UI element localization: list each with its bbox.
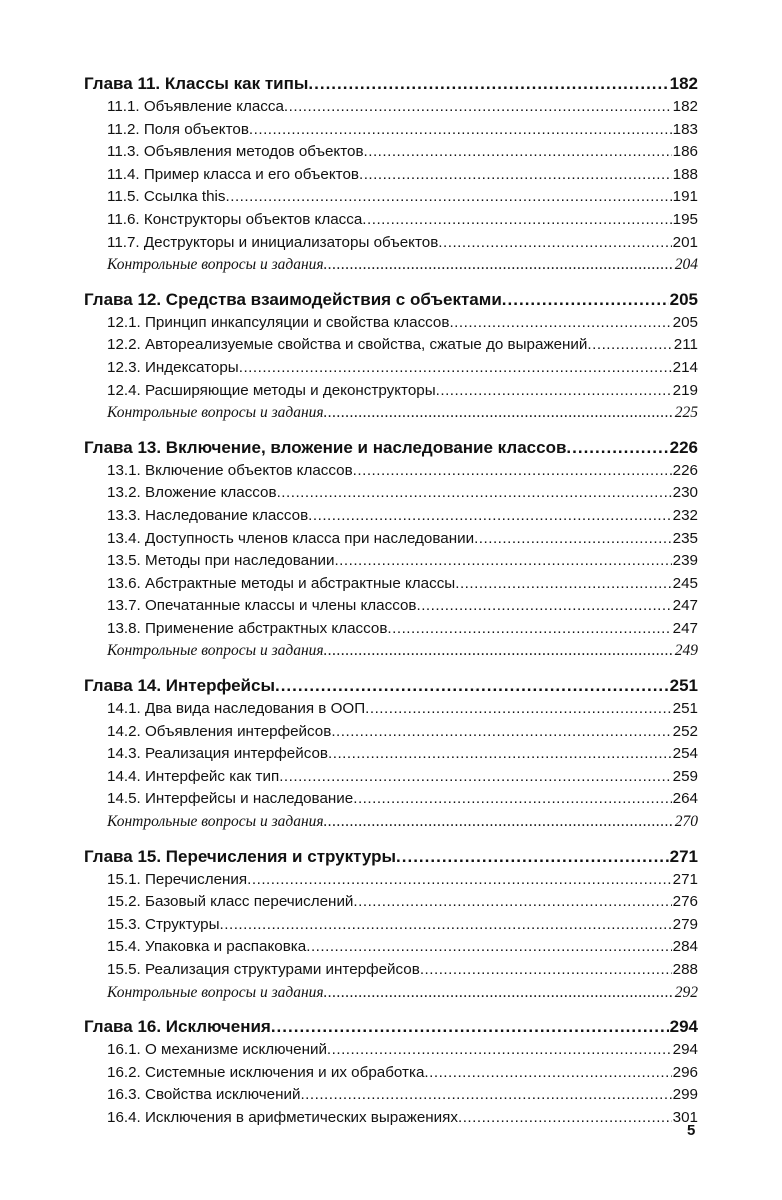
section-entry-title: 16.2. Системные исключения и их обработка bbox=[107, 1063, 425, 1081]
questions-entry-page: 292 bbox=[674, 983, 698, 1001]
section-entry-title: 13.6. Абстрактные методы и абстрактные классы bbox=[107, 574, 456, 592]
dot-leader bbox=[353, 788, 671, 811]
section-entry[interactable] bbox=[84, 1107, 698, 1130]
section-entry-page: 230 bbox=[672, 484, 698, 502]
section-entry-page: 279 bbox=[672, 915, 698, 933]
section-entry-page: 296 bbox=[672, 1063, 698, 1081]
section-entry[interactable] bbox=[84, 119, 698, 142]
section-entry-title: 13.4. Доступность членов класса при наследовании bbox=[107, 529, 475, 547]
section-entry-page: 245 bbox=[672, 574, 698, 592]
section-entry-page: 191 bbox=[672, 188, 698, 206]
questions-entry[interactable] bbox=[84, 402, 698, 425]
section-entry[interactable] bbox=[84, 743, 698, 766]
chapter-entry-title: Глава 15. Перечисления и структуры bbox=[84, 846, 397, 866]
section-entry-page: 188 bbox=[672, 165, 698, 183]
section-entry[interactable] bbox=[84, 232, 698, 255]
section-entry-page: 183 bbox=[672, 120, 698, 138]
dot-leader bbox=[308, 505, 671, 528]
dot-leader bbox=[220, 914, 672, 937]
section-entry-title: 14.5. Интерфейсы и наследование bbox=[107, 790, 354, 808]
dot-leader bbox=[587, 334, 672, 357]
chapter-entry-page: 271 bbox=[669, 846, 698, 866]
dot-leader bbox=[502, 287, 669, 312]
dot-leader bbox=[387, 618, 671, 641]
dot-leader bbox=[331, 721, 671, 744]
section-entry[interactable] bbox=[84, 334, 698, 357]
section-entry[interactable] bbox=[84, 505, 698, 528]
section-entry[interactable] bbox=[84, 528, 698, 551]
section-entry-page: 211 bbox=[673, 336, 698, 354]
chapter-entry-page: 294 bbox=[669, 1017, 698, 1037]
chapter-entry-title: Глава 12. Средства взаимодействия с объектами bbox=[84, 289, 502, 309]
section-entry-page: 288 bbox=[672, 961, 698, 978]
dot-leader bbox=[239, 357, 672, 380]
chapter-entry-title: Глава 16. Исключения bbox=[84, 1017, 271, 1037]
dot-leader bbox=[226, 186, 672, 209]
section-entry-title: 11.1. Объявление класса bbox=[107, 98, 284, 115]
dot-leader bbox=[359, 164, 672, 187]
questions-entry-title: Контрольные вопросы и задания bbox=[107, 813, 324, 831]
chapter-entry-title: Глава 13. Включение, вложение и наследование классов bbox=[84, 437, 567, 457]
section-entry-page: 214 bbox=[672, 358, 698, 376]
chapter-entry[interactable] bbox=[84, 673, 698, 698]
dot-leader bbox=[474, 528, 672, 551]
section-entry-page: 294 bbox=[672, 1041, 698, 1059]
questions-entry-title: Контрольные вопросы и задания bbox=[107, 404, 324, 422]
section-entry-page: 271 bbox=[672, 870, 698, 888]
dot-leader bbox=[279, 766, 671, 789]
dot-leader bbox=[324, 254, 674, 277]
chapter-entry[interactable] bbox=[84, 844, 698, 869]
section-entry[interactable] bbox=[84, 312, 698, 335]
questions-entry-title: Контрольные вопросы и задания bbox=[107, 256, 324, 274]
dot-leader bbox=[277, 482, 672, 505]
questions-entry-title: Контрольные вопросы и задания bbox=[107, 642, 324, 660]
chapter-block bbox=[84, 844, 698, 1005]
dot-leader bbox=[306, 936, 671, 959]
dot-leader bbox=[438, 232, 671, 255]
section-entry-page: 247 bbox=[672, 619, 698, 637]
section-entry-page: 182 bbox=[672, 98, 698, 115]
section-entry-title: 13.3. Наследование классов bbox=[107, 506, 309, 524]
chapter-block bbox=[84, 435, 698, 663]
section-entry-page: 299 bbox=[672, 1086, 698, 1104]
dot-leader bbox=[353, 460, 672, 483]
section-entry[interactable] bbox=[84, 380, 698, 403]
section-entry-title: 13.1. Включение объектов классов bbox=[107, 461, 353, 479]
questions-entry[interactable] bbox=[84, 640, 698, 663]
section-entry[interactable] bbox=[84, 698, 698, 721]
dot-leader bbox=[284, 96, 672, 119]
section-entry-title: 13.5. Методы при наследовании bbox=[107, 552, 335, 570]
section-entry[interactable] bbox=[84, 96, 698, 119]
chapter-entry-page: 251 bbox=[669, 676, 698, 696]
dot-leader bbox=[334, 550, 671, 573]
dot-leader bbox=[424, 1062, 671, 1085]
section-entry[interactable] bbox=[84, 141, 698, 164]
dot-leader bbox=[353, 891, 671, 914]
section-entry[interactable] bbox=[84, 550, 698, 573]
section-entry-title: 15.3. Структуры bbox=[107, 915, 220, 933]
section-entry-title: 12.2. Автореализуемые свойства и свойства, сжатые до выражений bbox=[107, 336, 588, 354]
section-entry[interactable] bbox=[84, 357, 698, 380]
chapter-entry-page: 182 bbox=[669, 74, 698, 93]
section-entry[interactable] bbox=[84, 460, 698, 483]
section-entry-title: 11.4. Пример класса и его объектов bbox=[107, 165, 359, 183]
section-entry[interactable] bbox=[84, 1084, 698, 1107]
section-entry[interactable] bbox=[84, 766, 698, 789]
section-entry[interactable] bbox=[84, 1039, 698, 1062]
section-entry-title: 15.2. Базовый класс перечислений bbox=[107, 893, 354, 911]
dot-leader bbox=[324, 982, 674, 1005]
chapter-block bbox=[84, 673, 698, 834]
dot-leader bbox=[328, 743, 672, 766]
section-entry[interactable] bbox=[84, 914, 698, 937]
section-entry-page: 195 bbox=[672, 210, 698, 228]
section-entry[interactable] bbox=[84, 164, 698, 187]
dot-leader bbox=[249, 119, 672, 142]
dot-leader bbox=[449, 312, 671, 335]
dot-leader bbox=[416, 595, 671, 618]
dot-leader bbox=[308, 71, 668, 96]
chapter-entry-title: Глава 14. Интерфейсы bbox=[84, 676, 275, 696]
chapter-block bbox=[84, 287, 698, 425]
section-entry-page: 226 bbox=[672, 461, 698, 479]
section-entry-page: 264 bbox=[672, 790, 698, 808]
section-entry-page: 205 bbox=[672, 313, 698, 331]
dot-leader bbox=[247, 869, 672, 892]
dot-leader bbox=[396, 844, 669, 869]
section-entry-title: 12.3. Индексаторы bbox=[107, 358, 239, 376]
table-of-contents bbox=[84, 71, 698, 1140]
section-entry[interactable] bbox=[84, 869, 698, 892]
section-entry[interactable] bbox=[84, 573, 698, 596]
dot-leader bbox=[362, 209, 671, 232]
questions-entry-title: Контрольные вопросы и задания bbox=[107, 983, 324, 1001]
section-entry[interactable] bbox=[84, 595, 698, 618]
section-entry-title: 11.2. Поля объектов bbox=[107, 120, 249, 138]
dot-leader bbox=[327, 1039, 672, 1062]
chapter-entry-title: Глава 11. Классы как типы bbox=[84, 74, 309, 93]
questions-entry[interactable] bbox=[84, 811, 698, 834]
dot-leader bbox=[566, 435, 668, 460]
dot-leader bbox=[458, 1107, 672, 1130]
dot-leader bbox=[455, 573, 671, 596]
section-entry-title: 13.2. Вложение классов bbox=[107, 484, 277, 502]
dot-leader bbox=[300, 1084, 671, 1107]
dot-leader bbox=[324, 811, 674, 834]
questions-entry-page: 225 bbox=[674, 404, 698, 422]
chapter-entry[interactable] bbox=[84, 1014, 698, 1039]
section-entry-page: 235 bbox=[672, 529, 698, 547]
dot-leader bbox=[271, 1014, 669, 1039]
section-entry-page: 247 bbox=[672, 597, 698, 615]
section-entry-title: 15.4. Упаковка и распаковка bbox=[107, 938, 307, 956]
section-entry-title: 16.3. Свойства исключений bbox=[107, 1086, 301, 1104]
page-number: 5 bbox=[687, 1122, 696, 1139]
section-entry-title: 11.3. Объявления методов объектов bbox=[107, 143, 364, 161]
chapter-entry[interactable] bbox=[84, 287, 698, 312]
dot-leader bbox=[420, 959, 672, 982]
section-entry[interactable] bbox=[84, 1062, 698, 1085]
section-entry-page: 232 bbox=[672, 506, 698, 524]
section-entry-page: 301 bbox=[672, 1108, 698, 1126]
section-entry-page: 201 bbox=[672, 233, 698, 251]
section-entry-page: 259 bbox=[672, 767, 698, 785]
section-entry-title: 14.4. Интерфейс как тип bbox=[107, 767, 280, 785]
section-entry-page: 186 bbox=[672, 143, 698, 161]
section-entry-page: 284 bbox=[672, 938, 698, 956]
section-entry-title: 11.5. Ссылка this bbox=[107, 188, 226, 206]
section-entry[interactable] bbox=[84, 788, 698, 811]
section-entry[interactable] bbox=[84, 721, 698, 744]
section-entry-page: 254 bbox=[672, 745, 698, 763]
section-entry-page: 252 bbox=[672, 722, 698, 740]
section-entry-page: 239 bbox=[672, 552, 698, 570]
dot-leader bbox=[436, 380, 672, 403]
questions-entry-page: 270 bbox=[674, 813, 698, 831]
section-entry-page: 251 bbox=[672, 700, 698, 718]
section-entry-title: 11.6. Конструкторы объектов класса bbox=[107, 210, 363, 228]
section-entry-page: 219 bbox=[672, 381, 698, 399]
section-entry-title: 16.1. О механизме исключений bbox=[107, 1041, 327, 1059]
section-entry-title: 14.3. Реализация интерфейсов bbox=[107, 745, 328, 763]
chapter-entry[interactable] bbox=[84, 435, 698, 460]
section-entry-title: 14.1. Два вида наследования в ООП bbox=[107, 700, 366, 718]
chapter-entry-page: 205 bbox=[669, 289, 698, 309]
chapter-block bbox=[84, 71, 698, 277]
section-entry-title: 16.4. Исключения в арифметических выражениях bbox=[107, 1108, 458, 1126]
section-entry[interactable] bbox=[84, 618, 698, 641]
dot-leader bbox=[275, 673, 669, 698]
section-entry-title: 12.4. Расширяющие методы и деконструкторы bbox=[107, 381, 436, 399]
section-entry[interactable] bbox=[84, 186, 698, 209]
section-entry-title: 13.8. Применение абстрактных классов bbox=[107, 619, 388, 637]
dot-leader bbox=[365, 698, 672, 721]
section-entry-page: 276 bbox=[672, 893, 698, 911]
dot-leader bbox=[364, 141, 672, 164]
chapter-entry-page: 226 bbox=[669, 437, 698, 457]
section-entry-title: 12.1. Принцип инкапсуляции и свойства классов bbox=[107, 313, 450, 331]
section-entry-title: 15.5. Реализация структурами интерфейсов bbox=[107, 961, 420, 978]
section-entry[interactable] bbox=[84, 891, 698, 914]
section-entry[interactable] bbox=[84, 936, 698, 959]
section-entry[interactable] bbox=[84, 209, 698, 232]
section-entry-title: 14.2. Объявления интерфейсов bbox=[107, 722, 332, 740]
questions-entry[interactable] bbox=[84, 982, 698, 1005]
dot-leader bbox=[324, 402, 674, 425]
questions-entry[interactable] bbox=[84, 254, 698, 277]
questions-entry-page: 204 bbox=[674, 256, 698, 274]
chapter-block bbox=[84, 1014, 698, 1129]
chapter-entry[interactable] bbox=[84, 71, 698, 96]
section-entry-title: 15.1. Перечисления bbox=[107, 870, 248, 888]
section-entry[interactable] bbox=[84, 959, 698, 982]
section-entry-title: 11.7. Деструкторы и инициализаторы объектов bbox=[107, 233, 439, 251]
section-entry-title: 13.7. Опечатанные классы и члены классов bbox=[107, 597, 417, 615]
questions-entry-page: 249 bbox=[674, 642, 698, 660]
section-entry[interactable] bbox=[84, 482, 698, 505]
dot-leader bbox=[324, 640, 674, 663]
